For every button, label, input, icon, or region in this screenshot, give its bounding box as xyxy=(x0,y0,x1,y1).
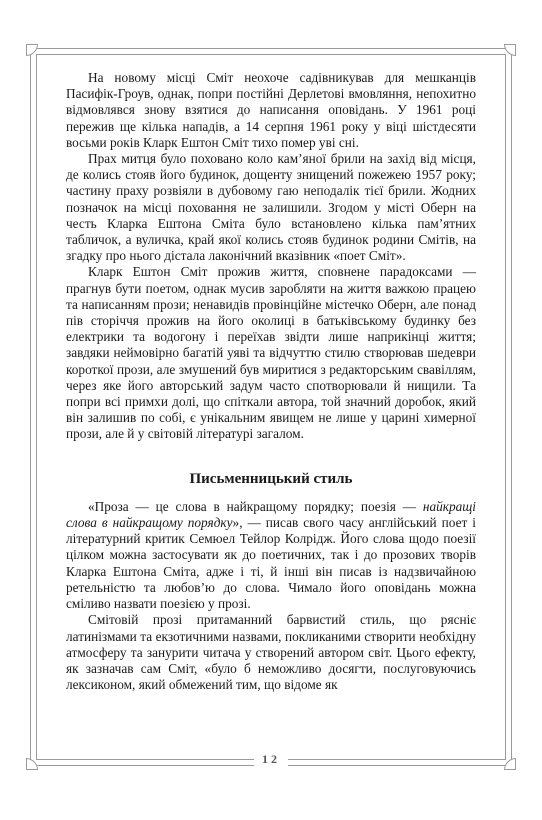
page-number-value: 12 xyxy=(254,752,288,766)
page-number xyxy=(0,752,542,767)
paragraph: Кларк Ештон Сміт прожив життя, сповнене парадоксами — прагнув бути поетом, однак мусив заробляти на життя важкою працею та написанням прози; ненавидів провінційне містечко Оберн, але понад пів сторіччя прожив на його околиці в батьківському будинку без електрики та водогону і переїхав звідти лише наприкінці життя; завдяки неймовірно багатій уяві та відчуттю стилю створював шедеври короткої прози, але змушений був миритися з редакторським свавіллям, через яке його авторський задум часто спотворювали й нищили. Та попри всі примхи долі, що спіткали автора, той значний доробок, який він залишив по собі, є унікальним явищем не лише у царині химерної прози, але й у світовій літературі загалом. xyxy=(66,264,476,442)
quote-text: «Проза — це слова в найкращому порядку; поезія — xyxy=(88,498,423,514)
paragraph: Смітовій прозі притаманний барвистий стиль, що рясніє латинізмами та екзотичними назвами, покликаними створити необхідну атмосферу та занурити читача у створений автором світ. Цього ефекту, як зазначав сам Сміт, «було б неможливо досягти, послуговуючись лексиконом, який обмежений тим, що відоме як xyxy=(66,612,476,693)
paragraph: Прах митця було поховано коло кам’яної брили на захід від місця, де колись стояв його будинок, дощенту знищений пожежею 1957 року; частину праху розвіяли в дубовому гаю неподалік тієї брили. Жодних позначок на місці поховання не залишили. Згодом у місті Оберн на честь Кларка Ештона Сміта було встановлено кілька пам’ятних табличок, а вуличка, край якої колись стояв будинок родини Смітів, на згадку про нього дістала лаконічний вказівник «поет Сміт». xyxy=(66,151,476,264)
section-title: Письменницький стиль xyxy=(189,470,353,487)
page-body xyxy=(66,70,476,693)
paragraph: На новому місці Сміт неохоче садівникував для мешканців Пасифік-Гроув, однак, попри постійні Дерлетові вмовляння, непохитно відмовлявся знову взятися до написання оповідань. У 1961 році пережив ще кілька нападів, а 14 серпня 1961 року у віці шістдесяти восьми років Кларк Ештон Сміт тихо помер уві сні. xyxy=(66,70,476,150)
quote-paragraph xyxy=(66,499,476,612)
quote-emphasis: найкращі слова в найкращому порядку xyxy=(66,498,476,531)
quote-text-continued: », — писав свого часу англійський поет і літературний критик Семюел Тейлор Колрідж. Його слова щодо поезії цілком можна застосувати як до поетичних, так і до прозових творів Кларка Ештона Сміта, адже і ті, й інші він писав із надзвичайною ретельністю та любов’ю до слова. Чимало його оповідань можна сміливо назвати поезією у прозі. xyxy=(66,515,476,612)
